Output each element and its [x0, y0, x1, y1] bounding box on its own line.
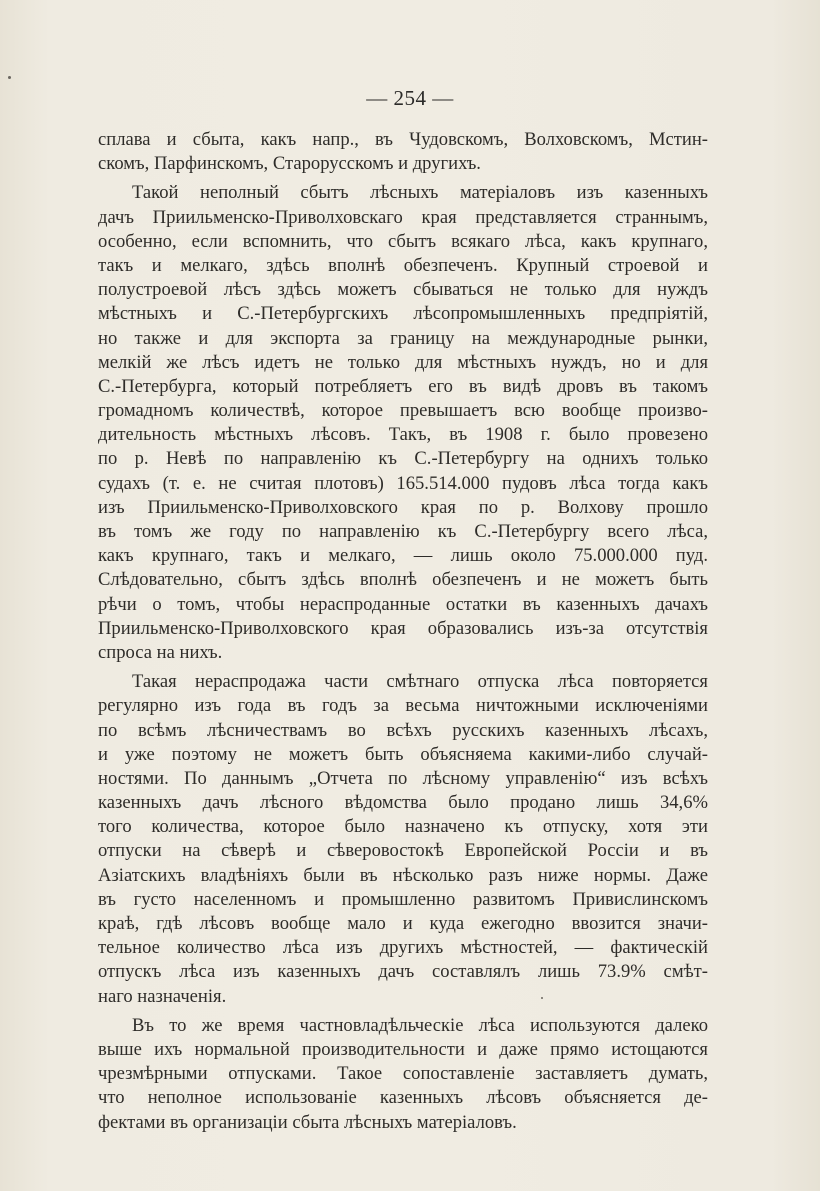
- text-line: Слѣдовательно, сбытъ здѣсь вполнѣ обезпеченъ и не можетъ быть: [98, 569, 708, 591]
- text-line: дачъ Приильменско-Приволховскаго края представляется страннымъ,: [98, 206, 708, 228]
- text-line: ностями. По даннымъ „Отчета по лѣсному управленію“ изъ всѣхъ: [98, 767, 708, 789]
- text-line: наго назначенія.: [98, 985, 227, 1007]
- text-line: Приильменско-Приволховского края образовались изъ-за отсутствія: [98, 617, 708, 639]
- text-line: мелкій же лѣсъ идетъ не только для мѣстныхъ нуждъ, но и для: [98, 351, 708, 373]
- text-line: Въ то же время частновладѣльческіе лѣса используются далеко: [132, 1014, 708, 1036]
- text-line: скомъ, Парфинскомъ, Старорусскомъ и другихъ.: [98, 153, 481, 175]
- paper-speck: [541, 997, 543, 999]
- text-line: и уже поэтому не можетъ быть объясняема какими-либо случай-: [98, 743, 708, 765]
- text-line: по р. Невѣ по направленію къ С.-Петербургу на однихъ только: [98, 448, 708, 470]
- text-line: дительность мѣстныхъ лѣсовъ. Такъ, въ 1908 г. было провезено: [98, 424, 708, 446]
- paragraph: [98, 128, 708, 176]
- text-line: громадномъ количествѣ, которое превышаетъ всю вообще произво-: [98, 400, 708, 422]
- text-line: по всѣмъ лѣсничествамъ во всѣхъ русскихъ казенныхъ лѣсахъ,: [98, 719, 708, 741]
- text-line: мѣстныхъ и С.-Петербургскихъ лѣсопромышленныхъ предпріятій,: [98, 303, 708, 325]
- text-line: С.-Петербурга, который потребляетъ его въ видѣ дровъ въ такомъ: [98, 375, 708, 397]
- text-line: рѣчи о томъ, чтобы нераспроданные остатки въ казенныхъ дачахъ: [98, 593, 708, 615]
- text-line: чрезмѣрными отпусками. Такое сопоставленіе заставляетъ думать,: [98, 1063, 708, 1085]
- text-line: фектами въ организаціи сбыта лѣсныхъ матеріаловъ.: [98, 1111, 517, 1133]
- text-line: въ томъ же году по направленію къ С.-Петербургу всего лѣса,: [98, 521, 708, 542]
- text-line: такъ и мелкаго, здѣсь вполнѣ обезпеченъ. Крупный строевой и: [98, 254, 708, 276]
- text-line: но также и для экспорта за границу на международные рынки,: [98, 327, 708, 349]
- text-line: регулярно изъ года въ годъ за весьма ничтожными исключеніями: [98, 695, 708, 717]
- page-number: — 254 —: [366, 86, 454, 110]
- body-text: [98, 128, 708, 1135]
- text-line: краѣ, гдѣ лѣсовъ вообще мало и куда ежегодно ввозится значи-: [98, 913, 708, 934]
- text-line: спроса на нихъ.: [98, 641, 223, 663]
- text-line: выше ихъ нормальной производительности и даже прямо истощаются: [98, 1038, 708, 1060]
- text-line: Такая нераспродажа части смѣтнаго отпуска лѣса повторяется: [132, 671, 708, 693]
- text-line: тельное количество лѣса изъ другихъ мѣстностей, — фактическій: [98, 937, 708, 959]
- text-line: судахъ (т. е. не считая плотовъ) 165.514.000 пудовъ лѣса тогда какъ: [98, 472, 708, 494]
- text-line: того количества, которое было назначено къ отпуску, хотя эти: [98, 816, 708, 838]
- text-line: отпуски на сѣверѣ и сѣверовостокѣ Европейской Россіи и въ: [98, 840, 708, 862]
- text-line: Азіатскихъ владѣніяхъ были въ нѣсколько разъ ниже нормы. Даже: [98, 864, 708, 886]
- text-line: полустроевой лѣсъ здѣсь можетъ сбываться не только для нуждъ: [98, 279, 708, 301]
- text-line: что неполное использованіе казенныхъ лѣсовъ объясняется де-: [98, 1087, 708, 1109]
- text-line: Такой неполный сбытъ лѣсныхъ матеріаловъ изъ казенныхъ: [132, 182, 708, 204]
- paragraph: [98, 1014, 708, 1135]
- text-line: отпускъ лѣса изъ казенныхъ дачъ составлялъ лишь 73.9% смѣт-: [98, 961, 708, 983]
- paragraph: [98, 670, 708, 1009]
- text-line: сплава и сбыта, какъ напр., въ Чудовскомъ, Волховскомъ, Мстин-: [98, 129, 708, 150]
- text-line: казенныхъ дачъ лѣсного вѣдомства было продано лишь 34,6%: [98, 792, 708, 814]
- text-line: какъ крупнаго, такъ и мелкаго, — лишь около 75.000.000 пуд.: [98, 545, 708, 567]
- paragraph: [98, 181, 708, 665]
- text-line: въ густо населенномъ и промышленно развитомъ Привислинскомъ: [98, 888, 708, 910]
- paper-speck: [8, 76, 11, 79]
- text-line: особенно, если вспомнить, что сбытъ всякаго лѣса, какъ крупнаго,: [98, 230, 708, 252]
- text-line: изъ Приильменско-Приволховского края по р. Волхову прошло: [98, 496, 708, 518]
